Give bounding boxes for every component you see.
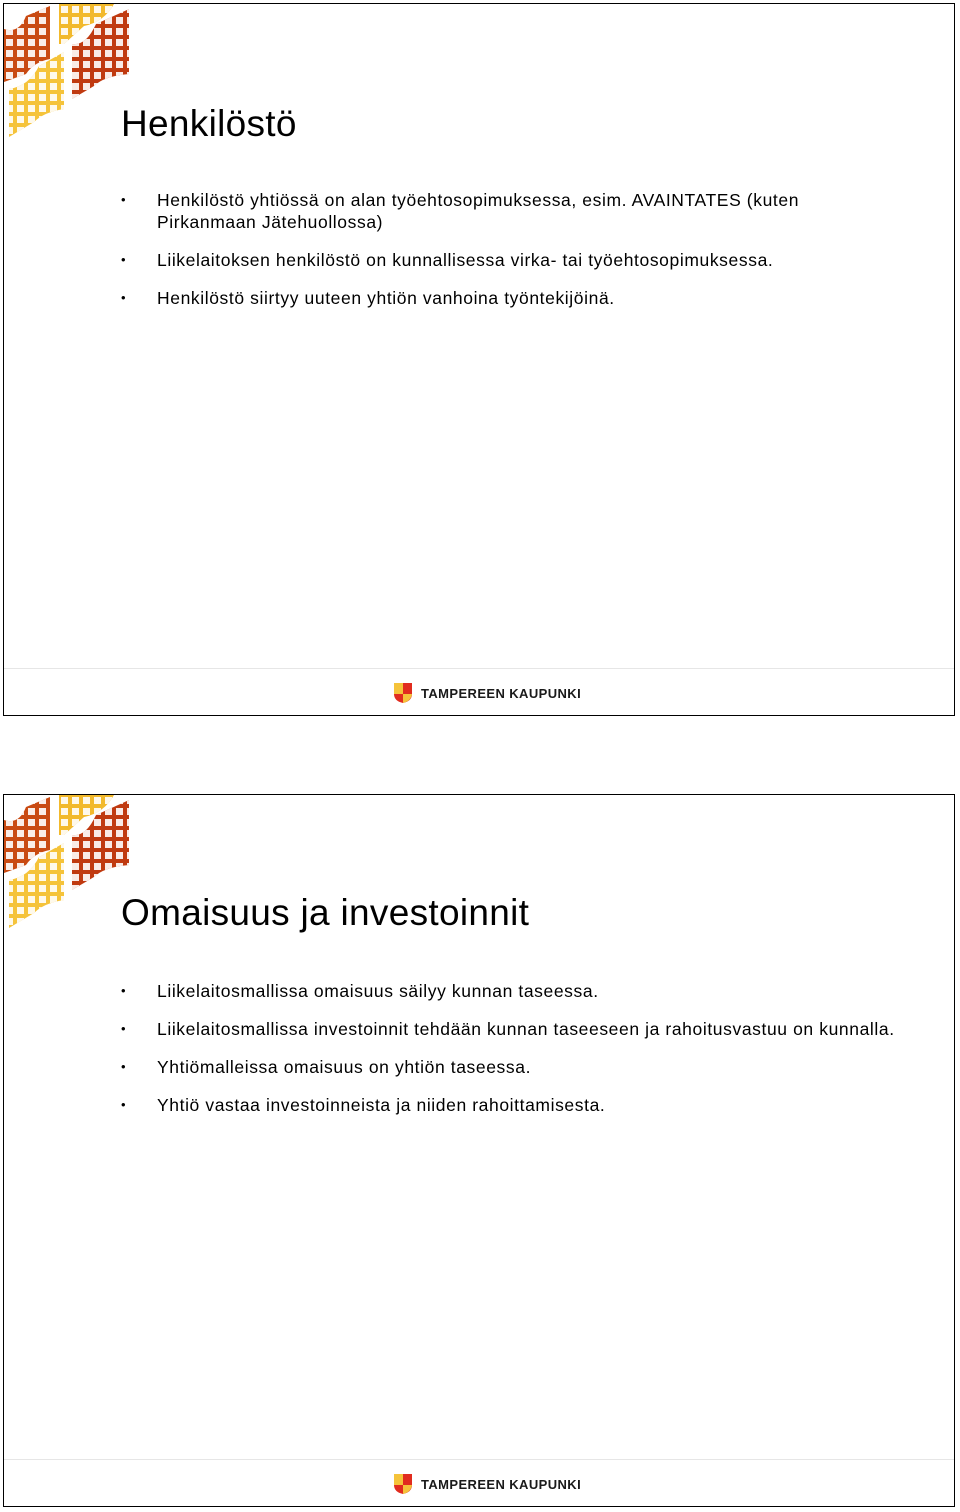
bullet-text: Liikelaitosmallissa omaisuus säilyy kunnan taseessa. [157,981,599,1001]
bullet-list [121,980,901,1132]
bullet-icon: • [121,1059,127,1074]
bullet-icon: • [121,1021,127,1036]
slide-footer [4,1459,954,1506]
brand-name: TAMPEREEN KAUPUNKI [421,685,582,701]
bullet-item [121,1018,901,1040]
slide-title: Henkilöstö [121,103,297,144]
bullet-list [121,189,901,325]
slide-henkilosto [3,3,955,716]
bullet-item [121,980,901,1002]
decorative-flag-logo [4,4,134,139]
bullet-icon: • [121,983,127,998]
bullet-text: Liikelaitosmallissa investoinnit tehdään kunnan taseeseen ja rahoitusvastuu on kunnalla. [157,1019,895,1039]
brand [393,1473,581,1495]
brand-name: TAMPEREEN KAUPUNKI [421,1476,582,1492]
brand [393,682,581,704]
bullet-item [121,287,901,309]
bullet-text: Henkilöstö siirtyy uuteen yhtiön vanhoina työntekijöinä. [157,288,615,308]
bullet-text: Henkilöstö yhtiössä on alan työehtosopimuksessa, esim. AVAINTATES (kuten Pirkanmaan Jätehuollossa) [157,190,800,232]
slide-footer [4,668,954,715]
bullet-item [121,1094,901,1116]
bullet-icon: • [121,290,127,305]
bullet-icon: • [121,252,127,267]
bullet-text: Yhtiömalleissa omaisuus on yhtiön taseessa. [157,1057,532,1077]
bullet-text: Yhtiö vastaa investoinneista ja niiden rahoittamisesta. [157,1095,606,1115]
coat-of-arms-icon [393,1473,413,1495]
bullet-item [121,1056,901,1078]
bullet-text: Liikelaitoksen henkilöstö on kunnallisessa virka- tai työehtosopimuksessa. [157,250,774,270]
bullet-icon: • [121,192,127,207]
coat-of-arms-icon [393,682,413,704]
bullet-icon: • [121,1097,127,1112]
slide-omaisuus [3,794,955,1507]
bullet-item [121,249,901,271]
bullet-item [121,189,901,233]
decorative-flag-logo [4,795,134,930]
slide-title: Omaisuus ja investoinnit [121,892,530,933]
